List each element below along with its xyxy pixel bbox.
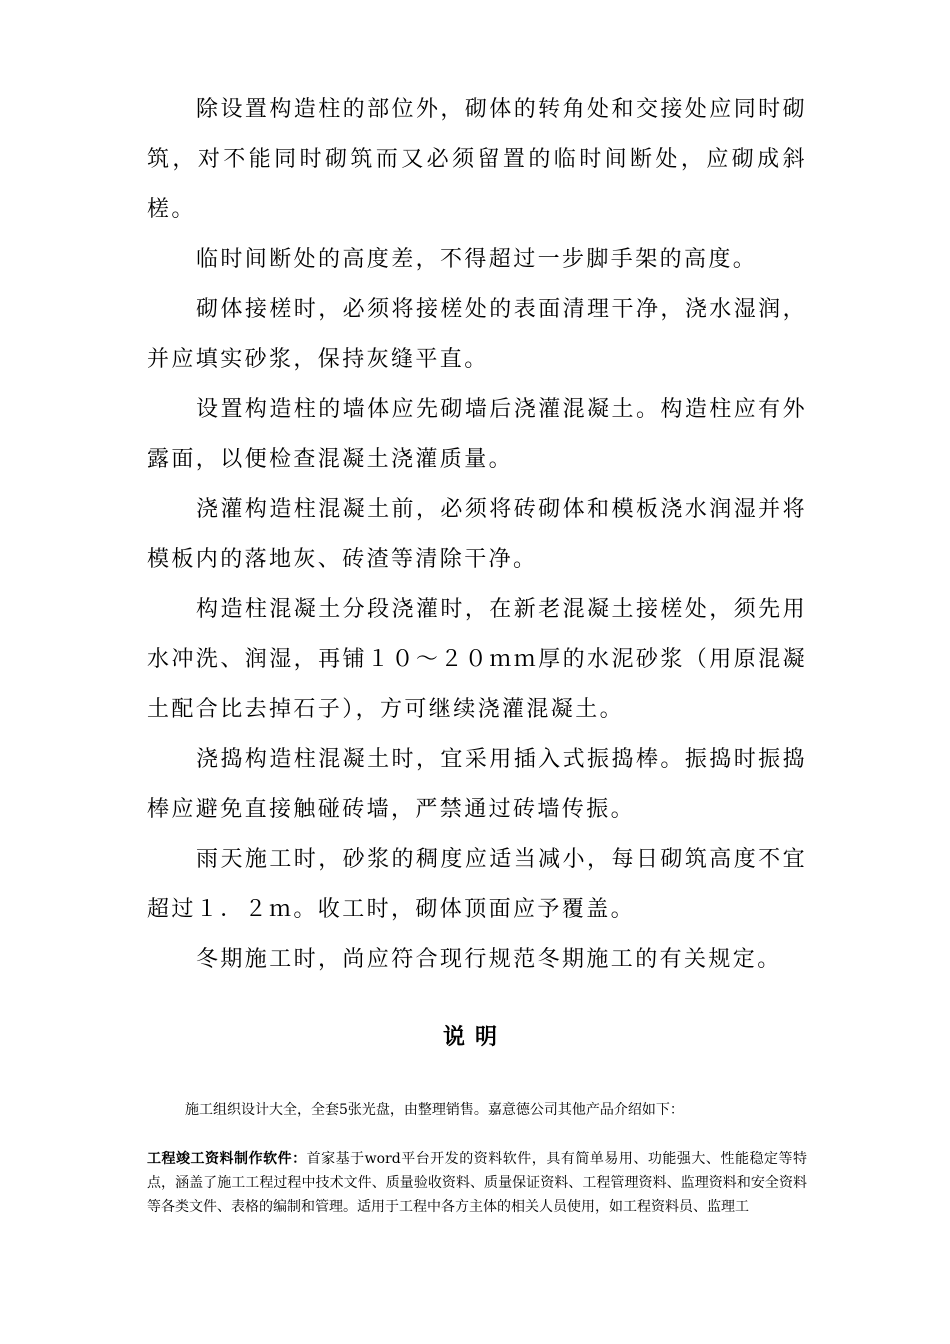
paragraph-1: 除设置构造柱的部位外，砌体的转角处和交接处应同时砌筑，对不能同时砌筑而又必须留置的临时间断处，应砌成斜槎。 xyxy=(147,97,807,222)
paragraph-3: 砌体接槎时，必须将接槎处的表面清理干净，浇水湿润，并应填实砂浆，保持灰缝平直。 xyxy=(147,297,807,372)
paragraph-9: 冬期施工时，尚应符合现行规范冬期施工的有关规定。 xyxy=(196,947,782,972)
paragraph-8: 雨天施工时，砂浆的稠度应适当减小，每日砌筑高度不宜超过１．２ｍ。收工时，砌体顶面应予覆盖。 xyxy=(147,847,807,922)
note-heading: 说明 xyxy=(442,1024,507,1050)
paragraph-5: 浇灌构造柱混凝土前，必须将砖砌体和模板浇水润湿并将模板内的落地灰、砖渣等清除干净。 xyxy=(147,497,807,572)
body-text xyxy=(147,85,807,985)
product-description: 首家基于word平台开发的资料软件，具有简单易用、功能强大、性能稳定等特点，涵盖了施工工程过程中技术文件、质量验收资料、质量保证资料、工程管理资料、监理资料和安全资料等各类文件、表格的编制和管理。适用于工程中各方主体的相关人员使用，如工程资料员、监理工 xyxy=(147,1151,807,1215)
paragraph-6: 构造柱混凝土分段浇灌时，在新老混凝土接槎处，须先用水冲洗、润湿，再铺１０～２０ｍｍ厚的水泥砂浆（用原混凝土配合比去掉石子），方可继续浇灌混凝土。 xyxy=(147,597,807,722)
product-title: 工程竣工资料制作软件： xyxy=(147,1151,307,1167)
paragraph-2: 临时间断处的高度差，不得超过一步脚手架的高度。 xyxy=(196,247,758,272)
paragraph-7: 浇捣构造柱混凝土时，宜采用插入式振捣棒。振捣时振捣棒应避免直接触碰砖墙，严禁通过砖墙传振。 xyxy=(147,747,807,822)
note-product xyxy=(147,1147,807,1219)
paragraph-4: 设置构造柱的墙体应先砌墙后浇灌混凝土。构造柱应有外露面，以便检查混凝土浇灌质量。 xyxy=(147,397,807,472)
note-intro: 施工组织设计大全，全套5张光盘，由整理销售。嘉意德公司其他产品介绍如下： xyxy=(185,1102,684,1118)
